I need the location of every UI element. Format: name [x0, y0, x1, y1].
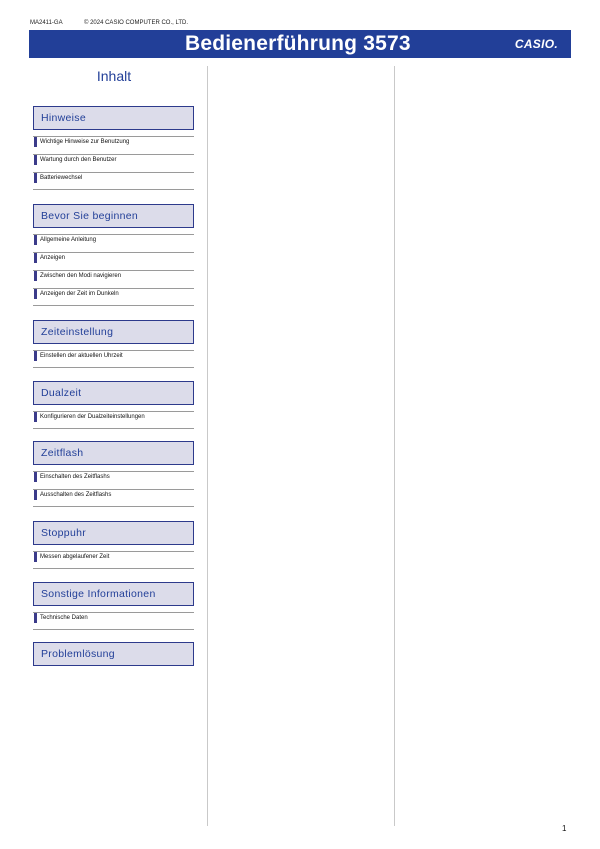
column-divider-2: [394, 66, 395, 826]
toc-item[interactable]: Anzeigen: [33, 252, 194, 270]
toc-section: [33, 521, 194, 569]
toc-item-list: [33, 234, 194, 306]
toc-section: [33, 642, 194, 666]
toc-item[interactable]: Einstellen der aktuellen Uhrzeit: [33, 350, 194, 368]
document-code: MA2411-GA: [30, 20, 63, 26]
page-number: 1: [562, 824, 567, 833]
toc-item[interactable]: Wartung durch den Benutzer: [33, 154, 194, 172]
toc-section-heading[interactable]: Dualzeit: [33, 381, 194, 405]
toc-section-heading[interactable]: Zeitflash: [33, 441, 194, 465]
toc-section-heading[interactable]: Sonstige Informationen: [33, 582, 194, 606]
toc-item-list: [33, 411, 194, 429]
toc-section-heading[interactable]: Zeiteinstellung: [33, 320, 194, 344]
toc-item[interactable]: Konfigurieren der Dualzeiteinstellungen: [33, 411, 194, 429]
toc-item[interactable]: Zwischen den Modi navigieren: [33, 270, 194, 288]
toc-item[interactable]: Ausschalten des Zeitflashs: [33, 489, 194, 507]
copyright-notice: © 2024 CASIO COMPUTER CO., LTD.: [84, 20, 188, 26]
toc-item[interactable]: Anzeigen der Zeit im Dunkeln: [33, 288, 194, 306]
toc-section-heading[interactable]: Bevor Sie beginnen: [33, 204, 194, 228]
toc-item-list: [33, 350, 194, 368]
toc-section-heading[interactable]: Hinweise: [33, 106, 194, 130]
toc-item[interactable]: Messen abgelaufener Zeit: [33, 551, 194, 569]
page-title: Bedienerführung 3573: [185, 32, 411, 55]
toc-section: [33, 441, 194, 507]
toc-section-heading[interactable]: Problemlösung: [33, 642, 194, 666]
casio-logo: CASIO.: [514, 37, 558, 51]
toc-item-list: [33, 551, 194, 569]
toc-item[interactable]: Allgemeine Anleitung: [33, 234, 194, 252]
toc-item[interactable]: Einschalten des Zeitflashs: [33, 471, 194, 489]
toc-item[interactable]: Wichtige Hinweise zur Benutzung: [33, 136, 194, 154]
toc-section: [33, 106, 194, 190]
header-bar: [29, 30, 571, 58]
toc-item-list: [33, 136, 194, 190]
toc-section: [33, 204, 194, 306]
toc-section: [33, 320, 194, 368]
toc-item[interactable]: Batteriewechsel: [33, 172, 194, 190]
toc-section: [33, 381, 194, 429]
toc-section-heading[interactable]: Stoppuhr: [33, 521, 194, 545]
toc-item-list: [33, 612, 194, 630]
toc-item-list: [33, 471, 194, 507]
toc-section: [33, 582, 194, 630]
document-meta: [30, 20, 188, 26]
toc-heading: Inhalt: [96, 68, 132, 84]
column-divider-1: [207, 66, 208, 826]
toc-item[interactable]: Technische Daten: [33, 612, 194, 630]
